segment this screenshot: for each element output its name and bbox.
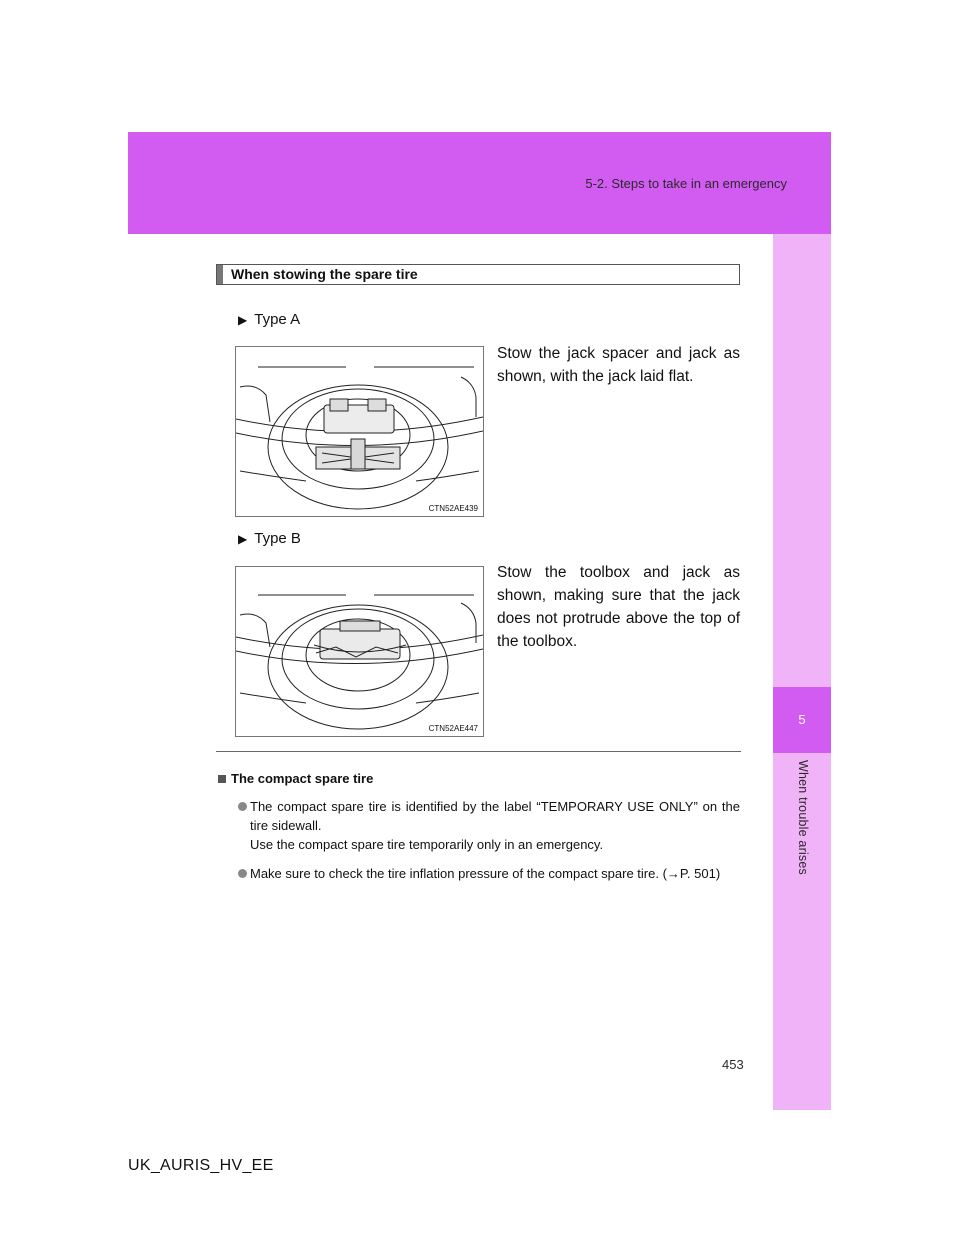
figure-code: CTN52AE439 [428, 504, 478, 513]
heading-accent-bar [217, 265, 223, 284]
note-title: The compact spare tire [218, 771, 373, 786]
round-bullet-icon [238, 869, 247, 878]
chapter-label: When trouble arises [796, 760, 810, 875]
type-a-description: Stow the jack spacer and jack as shown, with the jack laid flat. [497, 345, 740, 385]
document-code: UK_AURIS_HV_EE [128, 1157, 274, 1174]
page-number: 453 [722, 1057, 744, 1072]
chapter-side-tab [773, 234, 831, 1110]
header-band [128, 132, 831, 234]
type-a-figure [235, 346, 484, 517]
type-b-figure [235, 566, 484, 737]
section-divider [216, 751, 741, 752]
type-a-label: ▶ Type A [238, 311, 301, 328]
note-text: The compact spare tire is identified by the label “TEMPORARY USE ONLY” on the tire sidewall. Use the compact spare tire temporarily only in an emergency. [250, 799, 740, 852]
section-heading-text: When stowing the spare tire [231, 266, 418, 282]
triangle-pointer-icon: ▶ [238, 313, 248, 327]
spare-tire-type-b-illustration [236, 567, 483, 736]
note-bullet [238, 797, 740, 854]
section-heading [216, 264, 740, 285]
chapter-number: 5 [798, 712, 806, 727]
figure-code: CTN52AE447 [428, 724, 478, 733]
note-text: Make sure to check the tire inflation pressure of the compact spare tire. (→P. 501) [250, 866, 721, 881]
round-bullet-icon [238, 802, 247, 811]
square-bullet-icon [218, 775, 226, 783]
type-b-description: Stow the toolbox and jack as shown, making sure that the jack does not protrude above the top of the toolbox. [497, 564, 740, 650]
triangle-pointer-icon: ▶ [238, 532, 248, 546]
section-title: 5-2. Steps to take in an emergency [585, 176, 787, 191]
type-b-label: ▶ Type B [238, 530, 301, 547]
spare-tire-type-a-illustration [236, 347, 483, 516]
note-bullet [238, 864, 740, 883]
